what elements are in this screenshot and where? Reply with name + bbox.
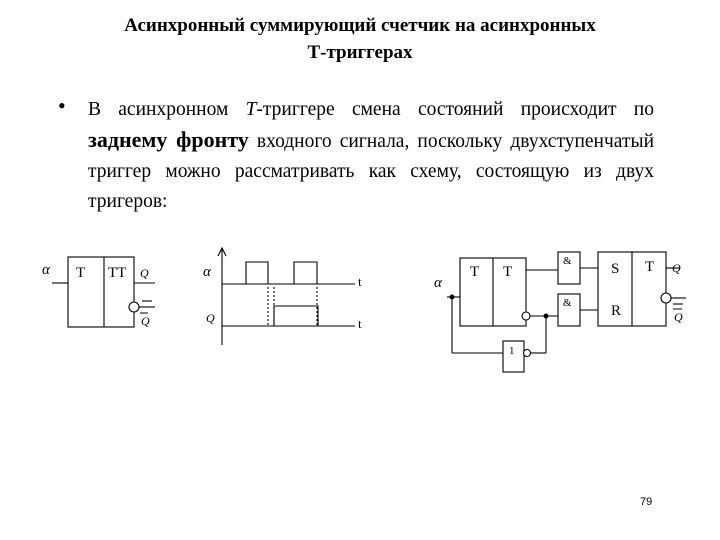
para-emphasis: заднему фронту <box>88 127 249 152</box>
timing-alpha-label: α <box>203 264 211 280</box>
and1-label: & <box>563 255 572 267</box>
para-part-2: триггере смена состояний происходит по <box>262 99 654 120</box>
para-part-1: В асинхронном <box>88 99 246 120</box>
bullet-marker: • <box>58 93 66 118</box>
second-t-label: T <box>503 264 513 280</box>
tt-tt-label: TT <box>108 265 127 281</box>
alpha-waveform <box>222 262 317 284</box>
tt-t-label: T <box>76 265 86 281</box>
s-label: S <box>611 261 620 277</box>
timing-q-label: Q <box>206 311 215 325</box>
para-italic-t: Т- <box>245 99 263 120</box>
timing-diagram <box>218 248 355 345</box>
second-inversion-bubble <box>661 293 671 303</box>
title-line-2: Т-триггерах <box>307 42 413 63</box>
not-gate-label: 1 <box>509 345 515 357</box>
circuit-input-alpha: α <box>434 275 442 291</box>
first-inversion-bubble <box>522 312 530 320</box>
not-gate-bubble <box>524 350 531 357</box>
tt-input-alpha: α <box>42 262 50 278</box>
q-waveform <box>222 306 318 326</box>
and2-label: & <box>563 297 572 309</box>
title-line-1: Асинхронный суммирующий счетчик на асинхронных <box>124 15 596 36</box>
timing-t-label-1: t <box>358 274 362 289</box>
first-t-label: T <box>470 264 480 280</box>
tt-qbar-label: Q <box>141 314 150 328</box>
tt-inversion-bubble <box>129 302 139 312</box>
para-part-3: входного сигнала, поскольку двухступенчатый триггер можно рассматривать как схему, состоящую из двух тригеров: <box>88 131 654 212</box>
tt-q-label: Q <box>140 266 149 280</box>
page-number: 79 <box>640 496 653 508</box>
r-label: R <box>611 303 622 319</box>
t3-label: T <box>645 259 655 275</box>
junction-dot-input <box>450 295 455 300</box>
junction-dot-and2 <box>544 314 549 319</box>
circuit-q-label: Q <box>672 261 681 275</box>
circuit-qbar-label: Q <box>674 310 683 324</box>
timing-t-label-2: t <box>358 316 362 331</box>
